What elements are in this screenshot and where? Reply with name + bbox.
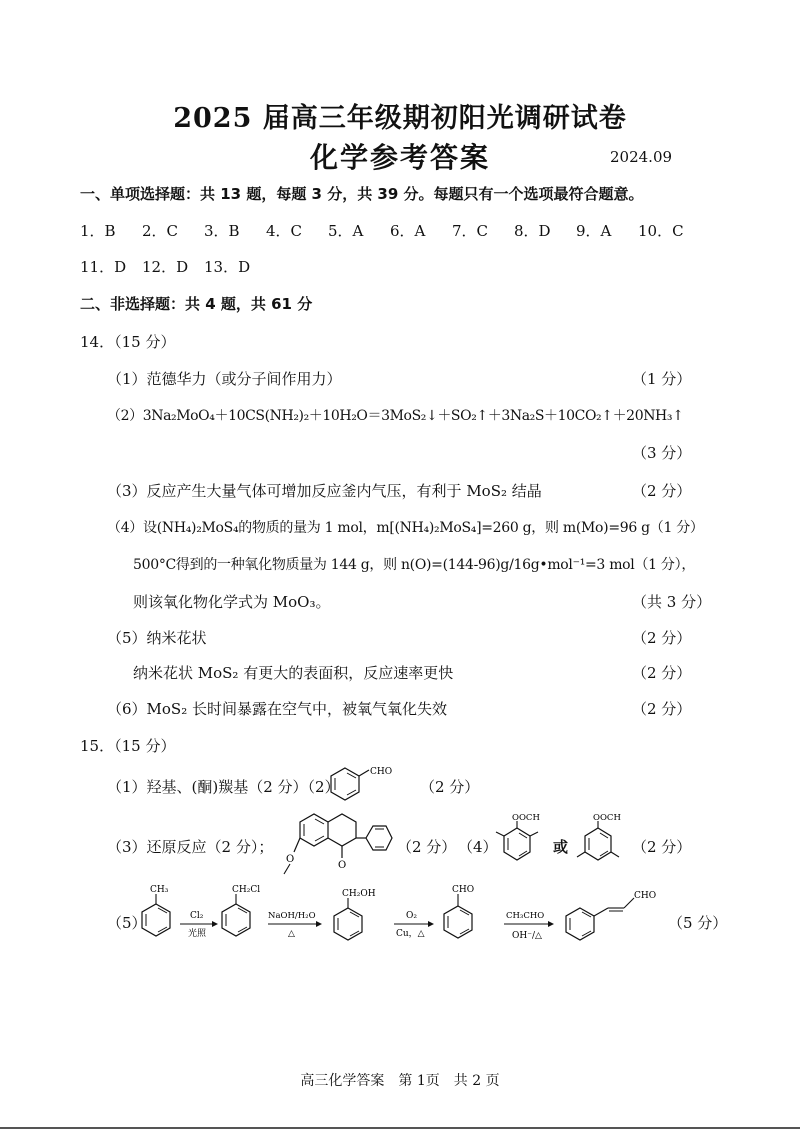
answer-item: 6．A xyxy=(390,222,426,240)
answer-item: 13．D xyxy=(204,258,251,276)
reagent-2-top: NaOH/H₂O xyxy=(268,911,316,921)
q14-part2-equation: （2）3Na₂MoO₄＋10CS(NH₂)₂＋10H₂O＝3MoS₂↓＋SO₂↑＋3Na₂S＋10CO₂↑＋20NH₃↑ xyxy=(107,408,684,424)
q15-part4-points: （2 分） xyxy=(632,838,692,856)
cho-final-label: CHO xyxy=(634,891,657,901)
q14-part4-line1: （4）设(NH₄)₂MoS₄的物质的量为 1 mol，m[(NH₄)₂MoS₄]=260 g，则 m(Mo)=96 g（1 分） xyxy=(107,520,704,536)
q15-part5-points: （5 分） xyxy=(668,914,728,932)
ooch-label-b: OOCH xyxy=(593,813,621,823)
q14-part2-points: （3 分） xyxy=(632,444,692,462)
answer-item: 5．A xyxy=(328,222,364,240)
q14-header: 14．（15 分） xyxy=(80,333,176,351)
answer-item: 9．A xyxy=(576,222,612,240)
toluene-structure xyxy=(142,885,170,936)
answers-row-2 xyxy=(80,256,266,277)
q14-part3: （3）反应产生大量气体可增加反应釜内气压，有利于 MoS₂ 结晶 xyxy=(107,482,542,500)
benzaldehyde-structure xyxy=(325,765,421,805)
document-date: 2024.09 xyxy=(610,148,673,166)
q15-part4: （4） xyxy=(458,838,498,856)
q14-part6: （6）MoS₂ 长时间暴露在空气中，被氧气氧化失效 xyxy=(107,700,447,718)
section1-heading: 一、单项选择题：共 13 题，每题 3 分，共 39 分。每题只有一个选项最符合题意。 xyxy=(80,185,644,203)
q14-part4-line3: 则该氧化物化学式为 MoO₃。 xyxy=(133,593,331,611)
answer-item: 4．C xyxy=(266,222,303,240)
reagent-1-bottom: 光照 xyxy=(188,929,207,939)
q14-part6-points: （2 分） xyxy=(632,700,692,718)
q14-part5-points: （2 分） xyxy=(632,629,692,647)
q14-part4-points: （共 3 分） xyxy=(632,593,712,611)
ch2oh-label: CH₂OH xyxy=(342,889,376,899)
benzaldehyde-scheme-structure xyxy=(444,885,474,938)
ooch-label-a: OOCH xyxy=(512,813,540,823)
formate-ester-structure-b xyxy=(570,812,632,874)
bottom-rule xyxy=(0,1127,800,1129)
q14-part1-points: （1 分） xyxy=(632,370,692,388)
q14-part3-points: （2 分） xyxy=(632,482,692,500)
answer-item: 3．B xyxy=(204,222,240,240)
q14-part5-reason: 纳米花状 MoS₂ 有更大的表面积，反应速率更快 xyxy=(133,664,454,682)
q15-part3-points: （2 分） xyxy=(397,838,457,856)
ketone-o-label: O xyxy=(338,860,347,871)
document-title: 2025 届高三年级期初阳光调研试卷 xyxy=(173,103,627,134)
reagent-2-bottom: △ xyxy=(288,929,295,939)
reagent-3-top: O₂ xyxy=(406,911,417,921)
q15-part5: （5） xyxy=(107,914,147,932)
answer-item: 8．D xyxy=(514,222,551,240)
formate-ester-structure-a xyxy=(492,812,554,874)
q14-part5: （5）纳米花状 xyxy=(107,629,207,647)
q15-part3: （3）还原反应（2 分）； xyxy=(107,838,274,856)
cho-scheme-label: CHO xyxy=(452,885,475,895)
q14-part1: （1）范德华力（或分子间作用力） xyxy=(107,370,342,388)
answer-item: 1．B xyxy=(80,222,116,240)
ch2cl-label: CH₂Cl xyxy=(232,885,261,895)
q15-part2-points: （2 分） xyxy=(420,778,480,796)
q14-part4-line2: 500°C得到的一种氧化物质量为 144 g，则 n(O)=(144-96)g/16g•mol⁻¹=3 mol（1 分）， xyxy=(133,557,696,573)
page-footer: 高三化学答案 第 1页 共 2 页 xyxy=(300,1073,500,1089)
or-text: 或 xyxy=(553,838,569,856)
answer-item: 11．D xyxy=(80,258,127,276)
q15-part1: （1）羟基、(酮)羰基（2 分）（2） xyxy=(107,778,340,796)
methoxy-o-label: O xyxy=(286,854,295,865)
ch3-label: CH₃ xyxy=(150,885,169,895)
tetralone-structure xyxy=(282,812,394,880)
synthesis-scheme xyxy=(128,878,728,958)
cho-label: CHO xyxy=(370,767,393,777)
answer-item: 7．C xyxy=(452,222,489,240)
document-subtitle: 化学参考答案 xyxy=(309,141,490,174)
reagent-4-top: CH₃CHO xyxy=(506,911,545,921)
benzyl-alcohol-structure xyxy=(334,889,376,940)
q15-header: 15．（15 分） xyxy=(80,737,176,755)
answers-row-1 xyxy=(80,220,700,241)
section2-heading: 二、非选择题：共 4 题，共 61 分 xyxy=(80,295,313,313)
answer-item: 12．D xyxy=(142,258,189,276)
reagent-4-bottom: OH⁻/△ xyxy=(512,931,542,941)
benzyl-chloride-structure xyxy=(222,885,260,936)
answer-item: 10．C xyxy=(638,222,684,240)
cinnamaldehyde-structure xyxy=(566,891,656,940)
answer-item: 2．C xyxy=(142,222,179,240)
reagent-3-bottom: Cu，△ xyxy=(396,929,425,939)
q14-part5-reason-points: （2 分） xyxy=(632,664,692,682)
reagent-1-top: Cl₂ xyxy=(190,911,204,921)
